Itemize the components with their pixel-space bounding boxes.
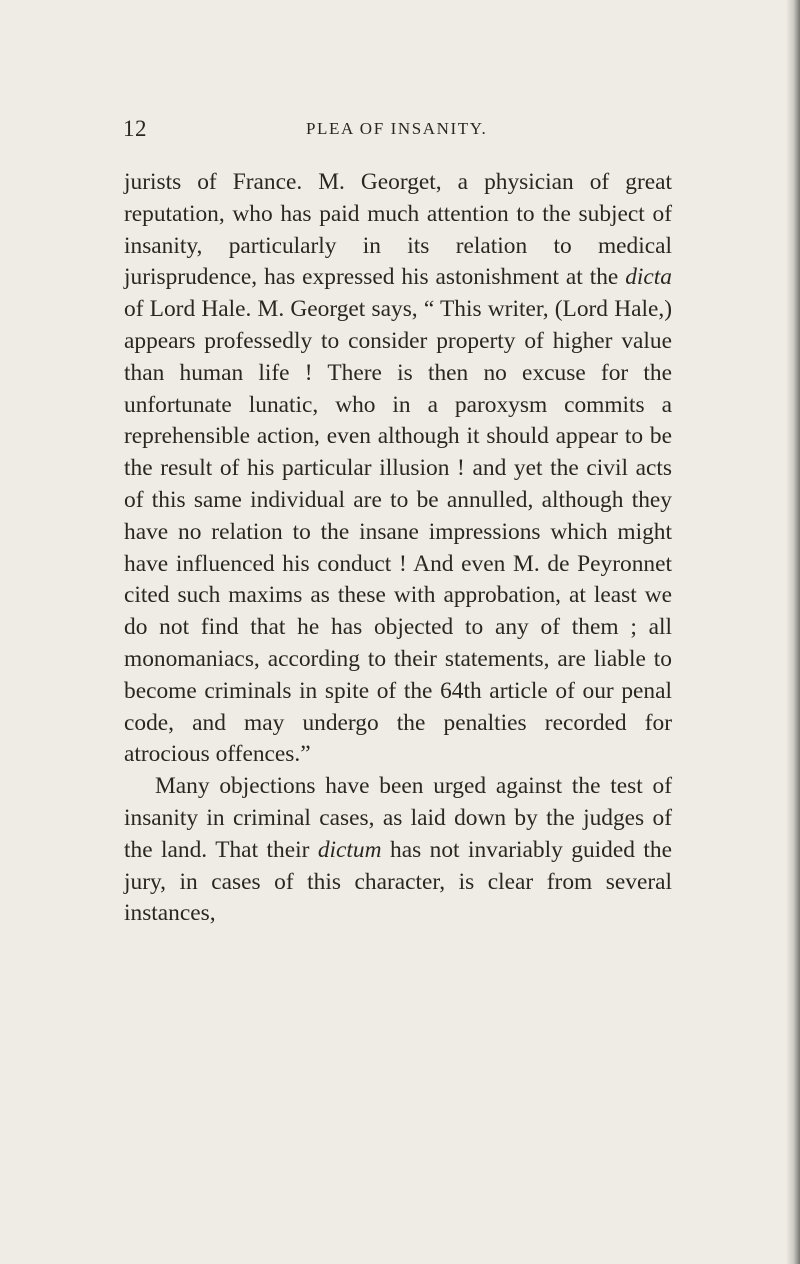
paragraph-2-text-b: has not invariably guided the jury, in cases of this character, is clear from several instances, bbox=[124, 836, 672, 927]
body-text bbox=[124, 167, 672, 930]
paragraph-1-italic-dicta: dicta bbox=[625, 264, 672, 291]
paragraph-2-italic-dictum: dictum bbox=[317, 836, 382, 863]
page-edge-shadow bbox=[786, 0, 800, 1264]
paragraph-1 bbox=[124, 167, 672, 771]
running-title: PLEA OF INSANITY. bbox=[306, 119, 488, 138]
page-header bbox=[123, 116, 683, 146]
paragraph-1-text-a: jurists of France. M. Georget, a physician of great reputation, who has paid much attention to the subject of insanity, particularly in its relation to medical jurisprudence, has expressed his astonishment at the bbox=[124, 169, 672, 291]
paragraph-2 bbox=[124, 771, 672, 930]
page-number: 12 bbox=[123, 116, 147, 141]
paragraph-1-text-b: of Lord Hale. M. Georget says, “ This writer, (Lord Hale,) appears professedly to consider property of higher value than human life ! There is then no excuse for the unfortunate lunatic, who in a paroxysm commits a reprehensible action, even although it should appear to be the result of his particular illusion ! and yet the civil acts of this same individual are to be annulled, although they have no relation to the insane impressions which might have influenced his conduct ! And even M. de Peyronnet cited such maxims as these with approbation, at least we do not find that he has objected to any of them ; all monomaniacs, according to their statements, are liable to become criminals in spite of the 64th article of our penal code, and may undergo the penalties recorded for atrocious offences.” bbox=[124, 296, 672, 768]
paragraph-2-text-a: Many objections have been urged against the test of insanity in criminal cases, as laid down by the judges of the land. That their bbox=[124, 773, 672, 863]
